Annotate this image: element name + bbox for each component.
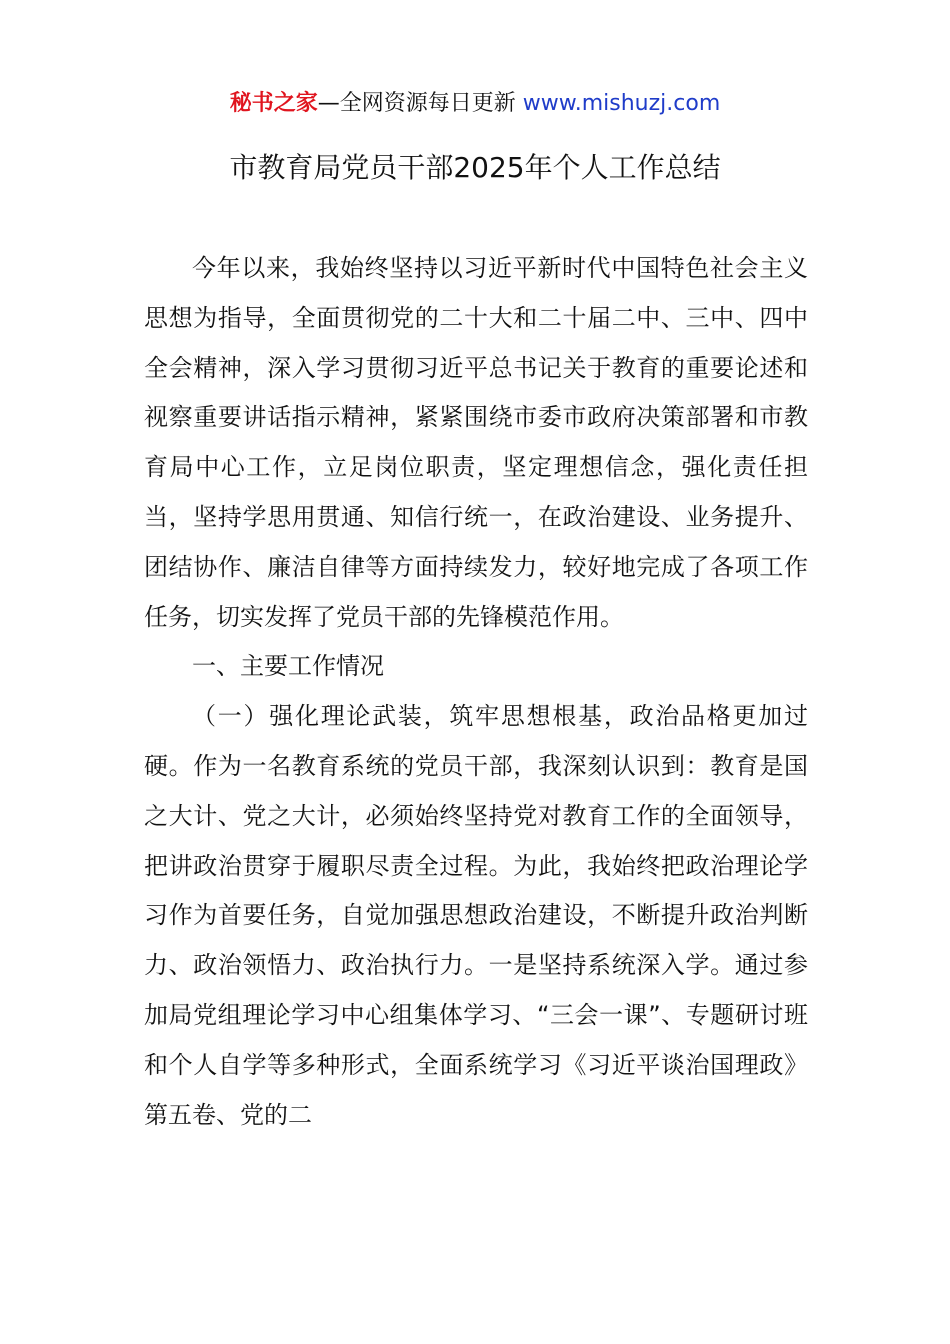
site-header [0,86,950,122]
header-tagline: —全网资源每日更新 [317,91,523,116]
document-title: 市教育局党员干部2025年个人工作总结 [229,151,721,184]
body-paragraph: （一）强化理论武装，筑牢思想根基，政治品格更加过硬。作为一名教育系统的党员干部，我深刻认识到：教育是国之大计、党之大计，必须始终坚持党对教育工作的全面领导，把讲政治贯穿于履职尽责全过程。为此，我始终把政治理论学习作为首要任务，自觉加强思想政治建设，不断提升政治判断力、政治领悟力、政治执行力。一是坚持系统深入学。通过参加局党组理论学习中心组集体学习、“三会一课”、专题研讨班和个人自学等多种形式，全面系统学习《习近平谈治国理政》第五卷、党的二 [144,702,808,1129]
intro-paragraph: 今年以来，我始终坚持以习近平新时代中国特色社会主义思想为指导，全面贯彻党的二十大和二十届二中、三中、四中全会精神，深入学习贯彻习近平总书记关于教育的重要论述和视察重要讲话指示精神，紧紧围绕市委市政府决策部署和市教育局中心工作，立足岗位职责，坚定理想信念，强化责任担当，坚持学思用贯通、知信行统一，在政治建设、业务提升、团结协作、廉洁自律等方面持续发力，较好地完成了各项工作任务，切实发挥了党员干部的先锋模范作用。 [144,254,808,631]
document-body [144,244,808,1140]
site-url-link[interactable]: www.mishuzj.com [522,91,721,116]
section-heading: 一、主要工作情况 [192,652,384,681]
brand-name: 秘书之家 [229,91,318,116]
